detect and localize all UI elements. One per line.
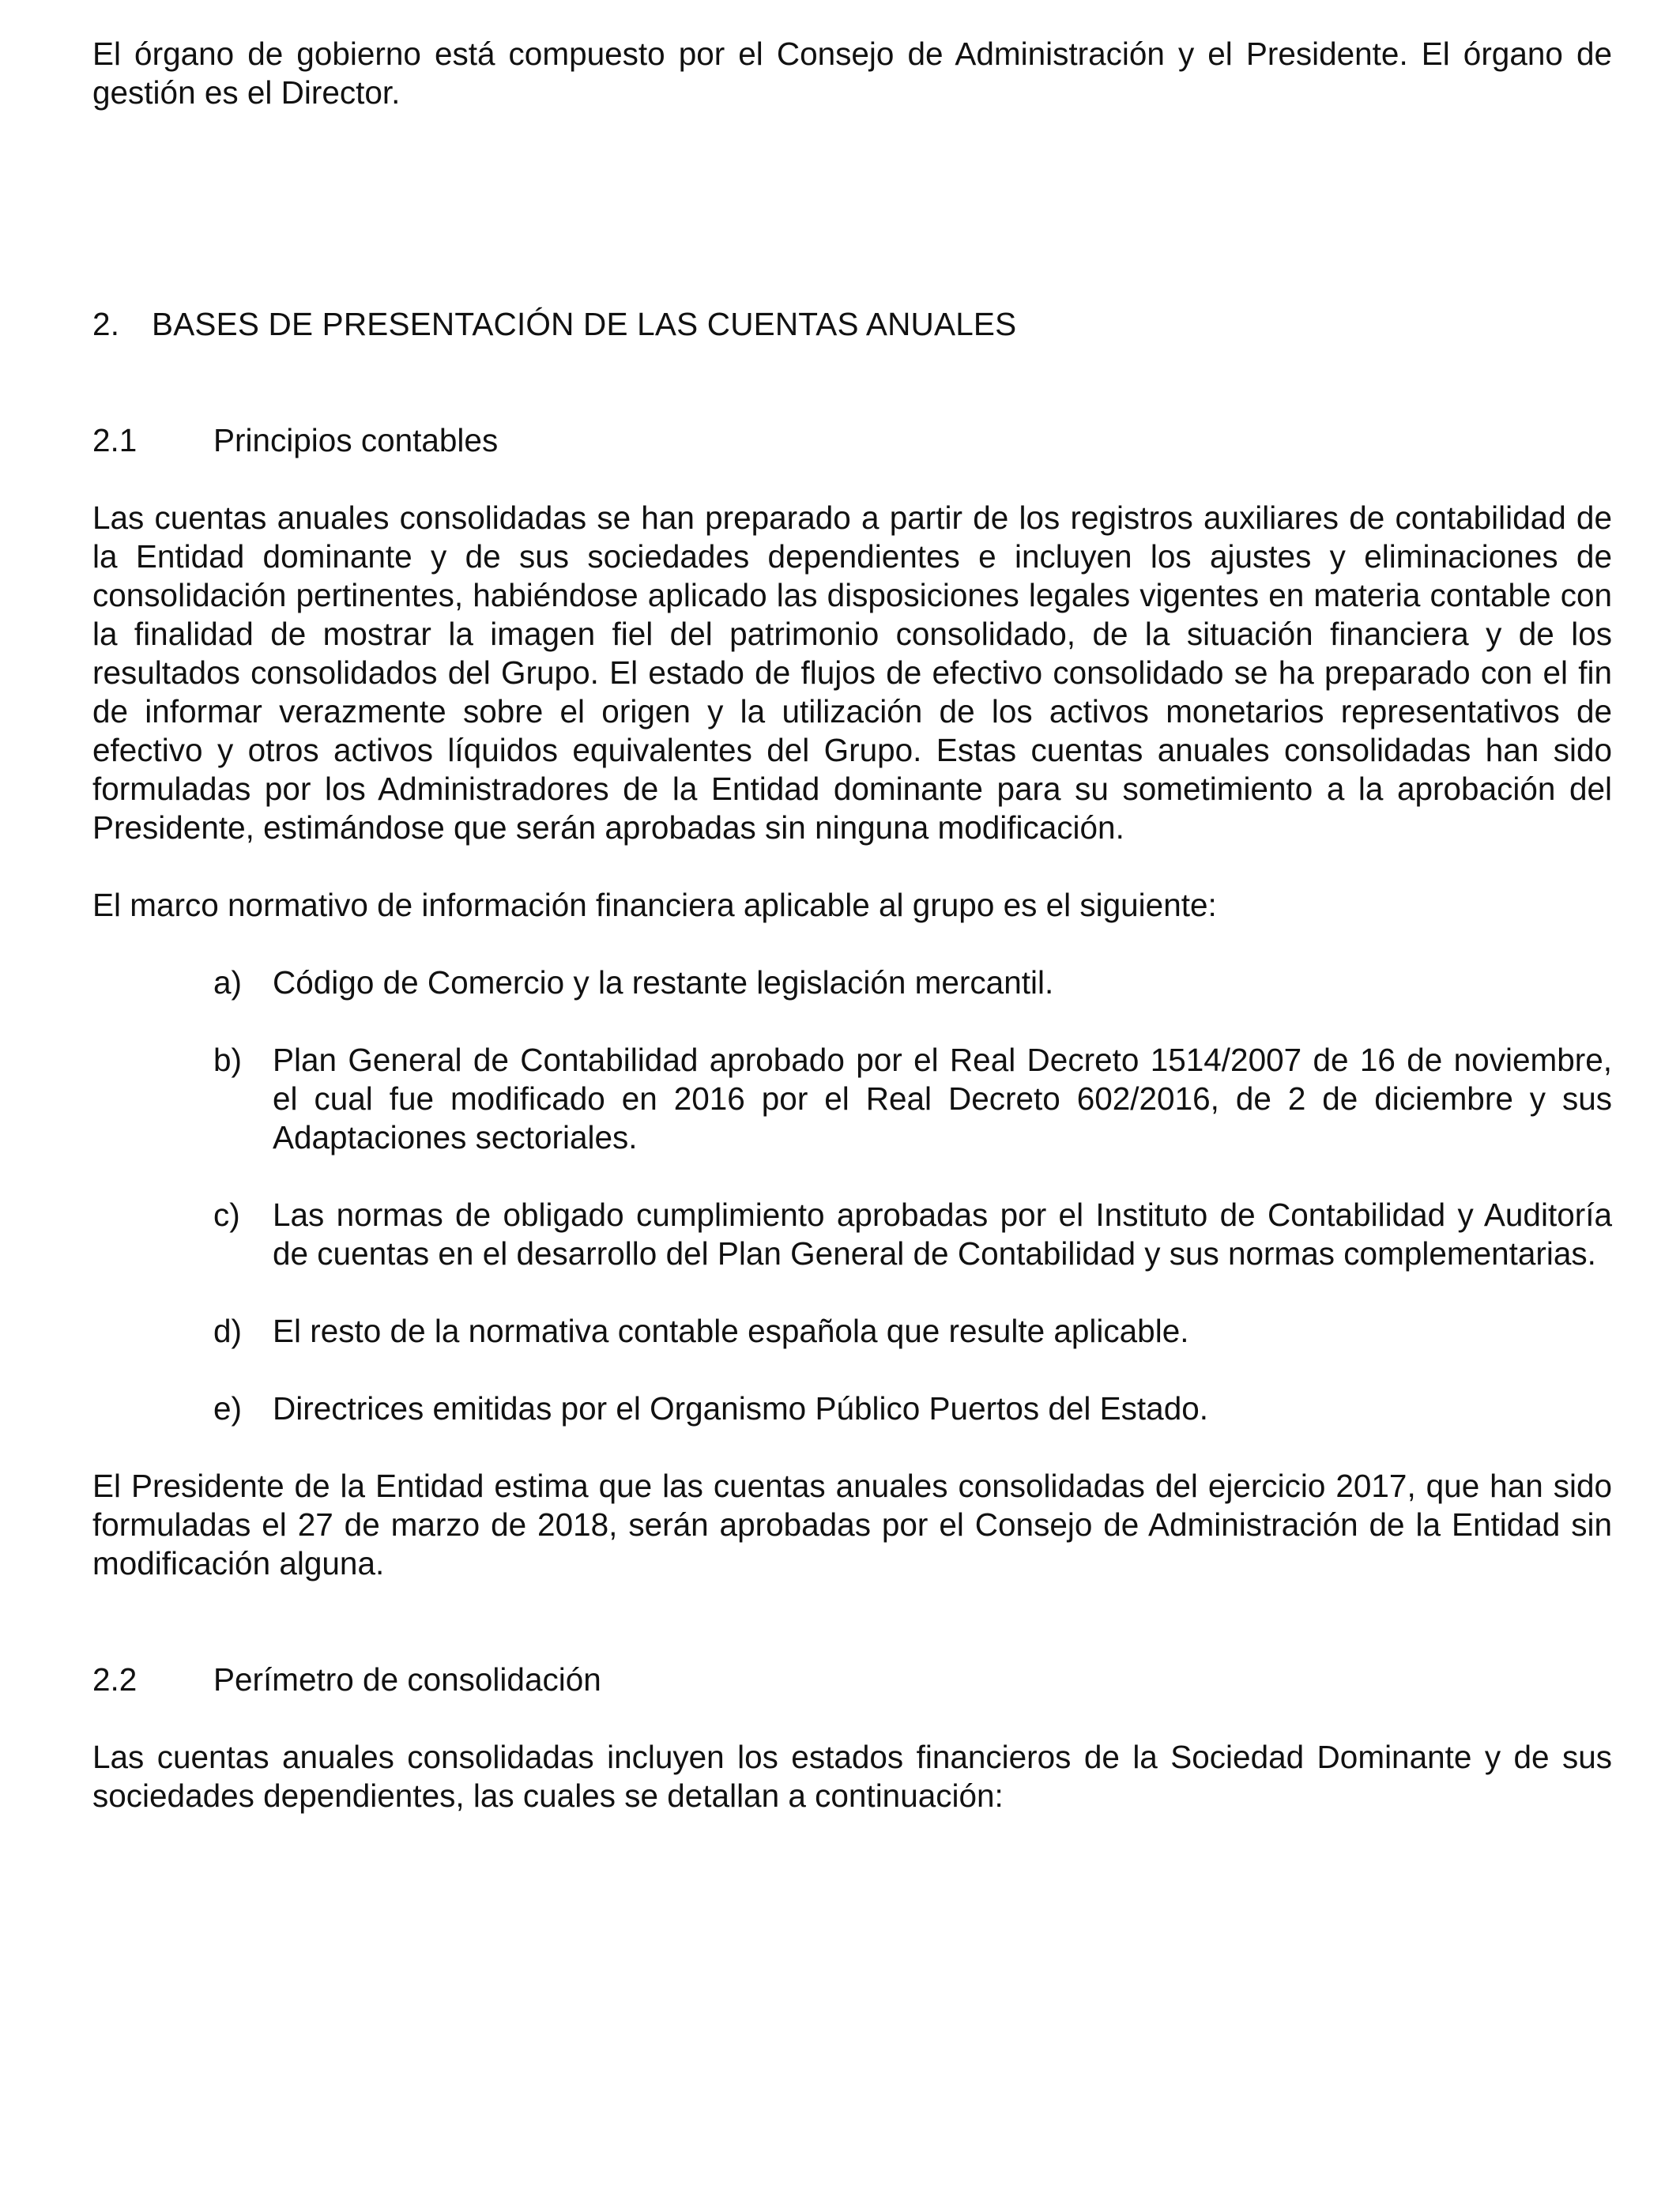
subsection-2-heading: [92, 1661, 1612, 1699]
list-marker: d): [213, 1313, 243, 1349]
list-item: [92, 1041, 1612, 1157]
framework-intro-paragraph: El marco normativo de información financiera aplicable al grupo es el siguiente:: [92, 887, 1217, 923]
subsection-1-heading: [92, 421, 1612, 460]
list-marker: b): [213, 1042, 243, 1078]
list-marker: a): [213, 964, 243, 1001]
subsection-1-number: 2.1: [92, 422, 137, 458]
list-item-text: Código de Comercio y la restante legislación mercantil.: [273, 964, 1054, 1001]
subsection-2-number: 2.2: [92, 1661, 137, 1698]
list-marker: c): [213, 1197, 240, 1233]
framework-list: [92, 963, 1612, 1428]
list-item-text: Las normas de obligado cumplimiento aprobadas por el Instituto de Contabilidad y Auditoría de cuentas en el desarrollo del Plan General de Contabilidad y sus normas complementarias.: [273, 1197, 1612, 1272]
list-marker: e): [213, 1390, 243, 1427]
list-item: [92, 1389, 1612, 1428]
list-item-text: Directrices emitidas por el Organismo Público Puertos del Estado.: [273, 1390, 1209, 1427]
list-item: [92, 963, 1612, 1002]
subsection-1-title: Principios contables: [213, 422, 499, 458]
subsection-2-title: Perímetro de consolidación: [213, 1661, 601, 1698]
list-item-text: Plan General de Contabilidad aprobado por el Real Decreto 1514/2007 de 16 de noviembre, el cual fue modificado en 2016 por el Real Decreto 602/2016, de 2 de diciembre y sus Adaptaciones sectoriales.: [273, 1042, 1612, 1155]
document-page: [92, 35, 1612, 1815]
principles-paragraph: Las cuentas anuales consolidadas se han preparado a partir de los registros auxiliares de contabilidad de la Entidad dominante y de sus sociedades dependientes e incluyen los ajustes y eliminaciones de consolidación pertinentes, habiéndose aplicado las disposiciones legales vigentes en materia contable con la finalidad de mostrar la imagen fiel del patrimonio consolidado, de la situación financiera y de los resultados consolidados del Grupo. El estado de flujos de efectivo consolidado se ha preparado con el fin de informar verazmente sobre el origen y la utilización de los activos monetarios representativos de efectivo y otros activos líquidos equivalentes del Grupo. Estas cuentas anuales consolidadas han sido formuladas por los Administradores de la Entidad dominante para su sometimiento a la aprobación del Presidente, estimándose que serán aprobadas sin ninguna modificación.: [92, 499, 1612, 846]
list-item: [92, 1312, 1612, 1351]
intro-paragraph: El órgano de gobierno está compuesto por el Consejo de Administración y el Presidente. El órgano de gestión es el Director.: [92, 36, 1612, 111]
list-item: [92, 1196, 1612, 1273]
list-item-text: El resto de la normativa contable española que resulte aplicable.: [273, 1313, 1189, 1349]
section-number: 2.: [92, 306, 120, 342]
consolidation-paragraph: Las cuentas anuales consolidadas incluyen los estados financieros de la Sociedad Dominante y de sus sociedades dependientes, las cuales se detallan a continuación:: [92, 1739, 1612, 1814]
section-title: BASES DE PRESENTACIÓN DE LAS CUENTAS ANUALES: [152, 306, 1017, 342]
section-heading: [92, 305, 1612, 344]
approval-paragraph: El Presidente de la Entidad estima que las cuentas anuales consolidadas del ejercicio 2017, que han sido formuladas el 27 de marzo de 2018, serán aprobadas por el Consejo de Administración de la Entidad sin modificación alguna.: [92, 1468, 1612, 1581]
